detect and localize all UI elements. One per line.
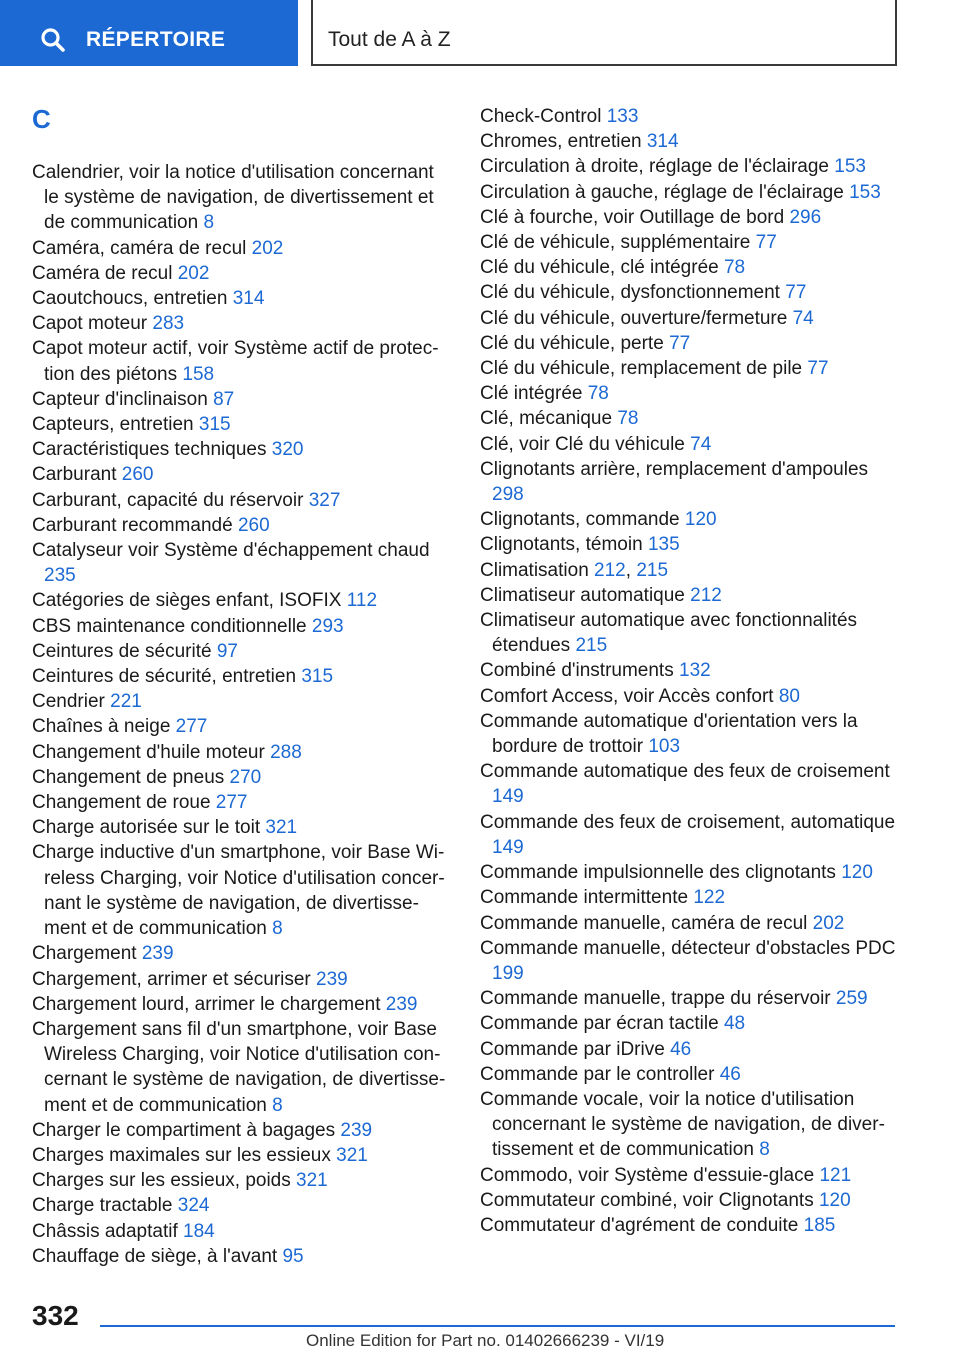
index-entry bbox=[480, 180, 900, 205]
page-link[interactable]: 314 bbox=[646, 131, 679, 153]
page-link[interactable]: 212 bbox=[594, 559, 626, 581]
index-entry bbox=[480, 104, 900, 129]
entry-term: Capot moteur actif, voir Système actif de protection des piétons bbox=[32, 338, 439, 385]
entry-term: Commande manuelle, détecteur d'obstacles PDC bbox=[480, 937, 896, 959]
entry-term: Cendrier bbox=[32, 691, 105, 713]
entry-term: Chauffage de siège, à l'avant bbox=[32, 1245, 278, 1267]
index-entry bbox=[32, 1244, 452, 1269]
page-link[interactable]: 77 bbox=[807, 358, 829, 380]
page-link[interactable]: 77 bbox=[755, 232, 777, 254]
index-entry bbox=[32, 1143, 452, 1168]
index-entry bbox=[32, 437, 452, 462]
index-entry bbox=[32, 740, 452, 765]
entry-term: Calendrier, voir la notice d'utilisation concernant le système de navigation, de divertissement et de communication bbox=[32, 162, 434, 234]
page-link[interactable]: 8 bbox=[272, 918, 283, 940]
page-link[interactable]: 87 bbox=[213, 388, 235, 410]
entry-term: Commande automatique d'orientation vers la bordure de trottoir bbox=[480, 710, 858, 758]
entry-term: Chargement lourd, arrimer le chargement bbox=[32, 993, 381, 1015]
index-list-left bbox=[32, 160, 452, 1269]
index-entry bbox=[32, 840, 452, 941]
index-entry bbox=[480, 860, 900, 885]
edition-note: Online Edition for Part no. 01402666239 - VI/19 bbox=[306, 1331, 665, 1350]
index-column-right bbox=[480, 104, 900, 1238]
index-entry bbox=[32, 689, 452, 714]
entry-term: Commande automatique des feux de croisement bbox=[480, 761, 890, 783]
page-link[interactable]: 78 bbox=[723, 257, 746, 279]
entry-term: Carburant recommandé bbox=[32, 514, 233, 536]
index-entry bbox=[32, 336, 452, 386]
index-search-tab[interactable] bbox=[0, 0, 298, 66]
index-entry bbox=[32, 160, 452, 236]
page-link[interactable]: 270 bbox=[229, 766, 262, 788]
index-column-left bbox=[32, 98, 452, 1269]
index-entry bbox=[480, 810, 900, 860]
page-link[interactable]: 296 bbox=[789, 206, 822, 228]
entry-term: Commutateur combiné, voir Clignotants bbox=[480, 1189, 814, 1211]
page-link[interactable]: 260 bbox=[121, 464, 154, 486]
entry-term: Charge tractable bbox=[32, 1195, 173, 1217]
index-entry bbox=[32, 311, 452, 336]
index-entry bbox=[32, 664, 452, 689]
index-entry bbox=[32, 1219, 452, 1244]
entry-term: Commande vocale, voir la notice d'utilisation concernant le système de navigation, de divertissement et de communication bbox=[480, 1088, 885, 1161]
entry-term: Chromes, entretien bbox=[480, 131, 642, 153]
index-entry: Climatisation 212, 215 bbox=[480, 559, 669, 581]
entry-term: Clé du véhicule, remplacement de pile bbox=[480, 358, 803, 380]
page-link[interactable]: 221 bbox=[110, 691, 142, 713]
entry-term: Charges sur les essieux, poids bbox=[32, 1170, 291, 1192]
entry-term: Check-Control bbox=[480, 106, 602, 127]
page-link[interactable]: 315 bbox=[198, 414, 231, 436]
entry-term: Commande par iDrive bbox=[480, 1038, 665, 1060]
page-link[interactable]: 46 bbox=[670, 1038, 692, 1060]
page-link[interactable]: 215 bbox=[575, 635, 608, 657]
index-entry bbox=[480, 911, 900, 936]
page-link[interactable]: 324 bbox=[177, 1195, 210, 1217]
entry-term: Capteurs, entretien bbox=[32, 414, 194, 436]
page-link[interactable]: 133 bbox=[606, 106, 639, 127]
entry-term: Charger le compartiment à bagages bbox=[32, 1119, 336, 1141]
index-entry bbox=[32, 261, 452, 286]
page-link[interactable]: 149 bbox=[492, 786, 524, 808]
footer-divider bbox=[100, 1325, 895, 1327]
page-link[interactable]: 277 bbox=[175, 716, 208, 738]
page-link[interactable]: 239 bbox=[385, 993, 418, 1015]
page-link[interactable]: 97 bbox=[216, 640, 238, 662]
page-link[interactable]: 77 bbox=[785, 282, 807, 304]
entry-term: Caoutchoucs, entretien bbox=[32, 288, 228, 310]
index-entry bbox=[480, 608, 900, 658]
page-link[interactable]: 153 bbox=[834, 156, 866, 178]
index-entry bbox=[480, 507, 900, 532]
entry-term: Clignotants, témoin bbox=[480, 534, 643, 556]
entry-term: Chargement, arrimer et sécuriser bbox=[32, 968, 311, 990]
entry-term: Caractéristiques techniques bbox=[32, 439, 267, 461]
entry-term: Ceintures de sécurité bbox=[32, 640, 212, 662]
page-link[interactable]: 120 bbox=[684, 509, 717, 531]
page-link[interactable]: 8 bbox=[203, 212, 215, 234]
page-link[interactable]: 132 bbox=[679, 660, 711, 682]
entry-term: Comfort Access, voir Accès confort bbox=[480, 685, 774, 707]
index-entry bbox=[480, 306, 900, 331]
page-link[interactable]: 120 bbox=[841, 862, 873, 884]
entry-term: Circulation à gauche, réglage de l'éclairage bbox=[480, 181, 844, 203]
index-entry bbox=[480, 658, 900, 683]
entry-term: Chaînes à neige bbox=[32, 716, 171, 738]
page-link[interactable]: 315 bbox=[301, 666, 334, 688]
page-link[interactable]: 212 bbox=[690, 584, 722, 606]
entry-term: Catégories de sièges enfant, ISOFIX bbox=[32, 590, 342, 612]
entry-term: Combiné d'instruments bbox=[480, 660, 674, 682]
page-link[interactable]: 202 bbox=[812, 912, 845, 934]
page-link[interactable]: 122 bbox=[693, 887, 726, 909]
index-entry bbox=[32, 462, 452, 487]
entry-term: Changement de roue bbox=[32, 792, 211, 814]
index-entry bbox=[480, 936, 900, 986]
index-entry bbox=[480, 759, 900, 809]
index-entry bbox=[32, 815, 452, 840]
entry-term: Climatiseur automatique avec fonctionnalités étendues bbox=[480, 610, 858, 657]
entry-term: Commande impulsionnelle des clignotants bbox=[480, 862, 836, 884]
page-link[interactable]: 77 bbox=[669, 332, 691, 354]
top-navigation bbox=[0, 0, 960, 66]
page-link[interactable]: 120 bbox=[818, 1189, 851, 1211]
index-entry bbox=[32, 614, 452, 639]
page-link[interactable]: 8 bbox=[759, 1139, 770, 1161]
page-link[interactable]: 283 bbox=[152, 313, 185, 335]
index-entry bbox=[32, 236, 452, 261]
page-link[interactable]: 8 bbox=[272, 1094, 283, 1116]
page-link[interactable]: 259 bbox=[835, 988, 868, 1010]
index-entry bbox=[480, 356, 900, 381]
entry-term: Chargement bbox=[32, 943, 137, 965]
page-link[interactable]: 298 bbox=[492, 484, 524, 506]
entry-term: Charge inductive d'un smartphone, voir Base Wireless Charging, voir Notice d'utilisation concernant le système de navigation, de divertissement et de communication bbox=[32, 842, 445, 940]
index-entry bbox=[32, 1193, 452, 1218]
page-link[interactable]: 153 bbox=[849, 181, 881, 203]
index-entry bbox=[32, 765, 452, 790]
index-entry bbox=[480, 532, 900, 557]
entry-term: Changement d'huile moteur bbox=[32, 741, 265, 763]
section-letter: C bbox=[32, 104, 51, 134]
index-entry bbox=[480, 583, 900, 608]
index-entry bbox=[32, 1168, 452, 1193]
index-entry bbox=[480, 230, 900, 255]
index-entry bbox=[480, 381, 900, 406]
entry-term: Clé à fourche, voir Outillage de bord bbox=[480, 206, 785, 228]
page-number: 332 bbox=[32, 1300, 79, 1331]
index-entry bbox=[480, 684, 900, 709]
index-entry bbox=[480, 432, 900, 457]
index-entry bbox=[32, 1017, 452, 1118]
page-link[interactable]: 80 bbox=[778, 685, 800, 707]
index-entry bbox=[480, 1011, 900, 1036]
entry-term: Capot moteur bbox=[32, 313, 148, 335]
entry-term: Clé, voir Clé du véhicule bbox=[480, 433, 685, 455]
page-link[interactable]: 321 bbox=[336, 1144, 368, 1166]
entry-term: Clé du véhicule, perte bbox=[480, 332, 664, 354]
page-link[interactable]: 103 bbox=[648, 736, 681, 758]
search-icon bbox=[40, 27, 66, 53]
page-link[interactable]: 121 bbox=[819, 1164, 852, 1186]
entry-term: Clé du véhicule, clé intégrée bbox=[480, 257, 719, 279]
page-link[interactable]: 184 bbox=[183, 1220, 215, 1242]
entry-term: Ceintures de sécurité, entretien bbox=[32, 666, 297, 688]
page-link[interactable]: 321 bbox=[296, 1170, 328, 1192]
entry-term: Commande intermittente bbox=[480, 887, 689, 909]
index-entry bbox=[32, 513, 452, 538]
page-link[interactable]: 158 bbox=[182, 363, 215, 385]
index-entry bbox=[32, 992, 452, 1017]
entry-term: Caméra, caméra de recul bbox=[32, 237, 247, 259]
index-entry bbox=[480, 1213, 900, 1238]
page-link[interactable]: 74 bbox=[690, 433, 712, 455]
index-entry bbox=[480, 205, 900, 230]
entry-term: Clé de véhicule, supplémentaire bbox=[480, 232, 751, 254]
index-entry bbox=[480, 280, 900, 305]
entry-term: Commande manuelle, trappe du réservoir bbox=[480, 988, 831, 1010]
entry-term: Clignotants, commande bbox=[480, 509, 680, 531]
page-link[interactable]: 48 bbox=[723, 1013, 746, 1035]
page-link[interactable]: 74 bbox=[792, 307, 814, 329]
index-entry bbox=[32, 387, 452, 412]
entry-term: Climatisation bbox=[480, 559, 589, 581]
index-entry bbox=[32, 941, 452, 966]
breadcrumb-tab[interactable] bbox=[311, 0, 897, 66]
page-link[interactable]: 327 bbox=[308, 489, 341, 511]
index-entry bbox=[480, 129, 900, 154]
page-link[interactable]: 95 bbox=[282, 1245, 304, 1267]
page-link[interactable]: 320 bbox=[271, 439, 304, 461]
entry-term: Commande manuelle, caméra de recul bbox=[480, 912, 808, 934]
page-link[interactable]: 239 bbox=[316, 968, 348, 990]
entry-term: Caméra de recul bbox=[32, 262, 173, 284]
index-entry bbox=[32, 1118, 452, 1143]
page-link[interactable]: 199 bbox=[492, 962, 524, 984]
entry-term: Clé, mécanique bbox=[480, 408, 613, 430]
page-link[interactable]: 239 bbox=[141, 943, 174, 965]
entry-term: Commande des feux de croisement, automatique bbox=[480, 811, 896, 833]
entry-term: Capteur d'inclinaison bbox=[32, 388, 208, 410]
index-entry bbox=[480, 1188, 900, 1213]
entry-term: Clé du véhicule, ouverture/fermeture bbox=[480, 307, 788, 329]
entry-term: Commande par écran tactile bbox=[480, 1013, 719, 1035]
index-entry bbox=[480, 331, 900, 356]
page-link[interactable]: 239 bbox=[340, 1119, 373, 1141]
index-entry bbox=[32, 588, 452, 613]
entry-term: Clé du véhicule, dysfonctionnement bbox=[480, 282, 780, 304]
entry-term: Carburant bbox=[32, 464, 117, 486]
page-link[interactable]: 78 bbox=[587, 383, 609, 405]
page-link[interactable]: 288 bbox=[270, 741, 302, 763]
page-link[interactable]: 277 bbox=[215, 792, 248, 814]
breadcrumb: Tout de A à Z bbox=[328, 28, 451, 51]
entry-term: Changement de pneus bbox=[32, 766, 225, 788]
index-entry bbox=[480, 986, 900, 1011]
entry-term: CBS maintenance conditionnelle bbox=[32, 615, 307, 637]
index-entry bbox=[480, 154, 900, 179]
index-entry bbox=[32, 639, 452, 664]
entry-term: Carburant, capacité du réservoir bbox=[32, 489, 304, 511]
index-entry bbox=[32, 714, 452, 739]
page-link[interactable]: 185 bbox=[803, 1214, 836, 1236]
page-link[interactable]: 235 bbox=[44, 565, 76, 587]
index-entry bbox=[480, 406, 900, 431]
index-entry bbox=[32, 790, 452, 815]
index-entry bbox=[480, 457, 900, 507]
entry-term: Chargement sans fil d'un smartphone, voir Base Wireless Charging, voir Notice d'utilisation concernant le système de navigation, de divertissement et de communication bbox=[32, 1018, 446, 1116]
entry-term: Commutateur d'agrément de conduite bbox=[480, 1214, 799, 1236]
index-entry bbox=[32, 538, 452, 588]
page-link[interactable]: 215 bbox=[636, 559, 669, 581]
page-link[interactable]: 78 bbox=[617, 408, 639, 430]
page-link[interactable]: 202 bbox=[251, 237, 284, 259]
entry-term: Châssis adaptatif bbox=[32, 1220, 178, 1242]
page-link[interactable]: 293 bbox=[311, 615, 344, 637]
page-link[interactable]: 314 bbox=[232, 288, 265, 310]
index-entry bbox=[32, 967, 452, 992]
index-entry bbox=[480, 1087, 900, 1163]
index-tab-label: RÉPERTOIRE bbox=[86, 28, 226, 51]
entry-term: Commande par le controller bbox=[480, 1063, 715, 1085]
entry-term: Charge autorisée sur le toit bbox=[32, 817, 261, 839]
entry-term: Clé intégrée bbox=[480, 383, 583, 405]
entry-term: Charges maximales sur les essieux bbox=[32, 1144, 331, 1166]
index-entry bbox=[480, 1037, 900, 1062]
entry-term: Climatiseur automatique bbox=[480, 584, 685, 606]
page-link[interactable]: 321 bbox=[265, 817, 298, 839]
entry-term: Commodo, voir Système d'essuie-glace bbox=[480, 1164, 815, 1186]
entry-term: Catalyseur voir Système d'échappement chaud bbox=[32, 540, 430, 562]
entry-term: Circulation à droite, réglage de l'éclairage bbox=[480, 156, 829, 178]
index-entry bbox=[32, 286, 452, 311]
entry-term: Clignotants arrière, remplacement d'ampoules bbox=[480, 458, 869, 480]
index-entry bbox=[480, 709, 900, 759]
index-entry bbox=[32, 412, 452, 437]
page-link[interactable]: 149 bbox=[492, 836, 524, 858]
page-link[interactable]: 260 bbox=[237, 514, 270, 536]
index-entry bbox=[480, 885, 900, 910]
index-entry bbox=[32, 488, 452, 513]
index-entry bbox=[480, 1163, 900, 1188]
index-entry bbox=[480, 1062, 900, 1087]
index-entry bbox=[480, 255, 900, 280]
index-list-right bbox=[480, 104, 900, 1238]
page-link[interactable]: 135 bbox=[647, 534, 680, 556]
page-link[interactable]: 46 bbox=[719, 1063, 741, 1085]
page-link[interactable]: 202 bbox=[177, 262, 210, 284]
page-link[interactable]: 112 bbox=[346, 590, 378, 612]
